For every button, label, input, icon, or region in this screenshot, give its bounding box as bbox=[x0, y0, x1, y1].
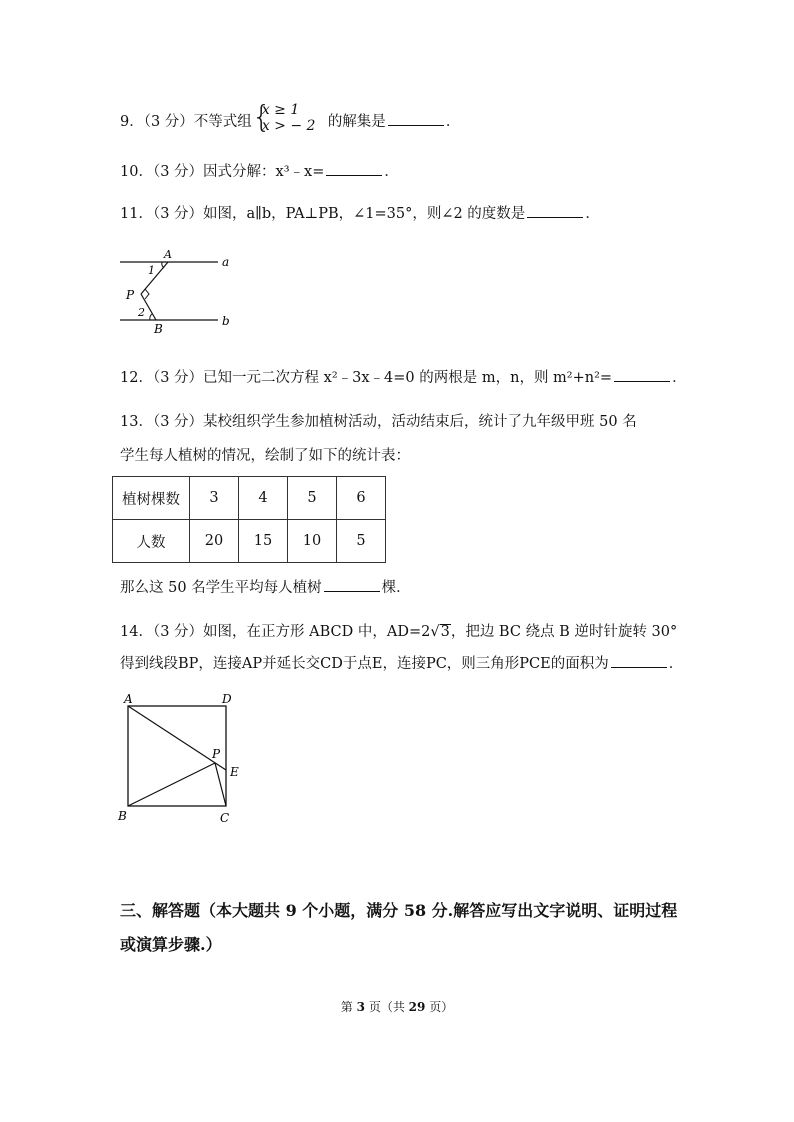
angle-2-arc bbox=[150, 314, 152, 320]
sqrt-value: 3 bbox=[440, 624, 450, 640]
inequality-system: { x ≥ 1 x > − 2 bbox=[251, 100, 316, 135]
q12-text: 12．（3 分）已知一元二次方程 x²﹣3x﹣4=0 的两根是 m，n，则 m²+n²= bbox=[120, 370, 613, 386]
q14-figure bbox=[112, 690, 272, 830]
q9-answer-blank[interactable] bbox=[388, 113, 444, 126]
inequality-row-2: x > − 2 bbox=[261, 118, 316, 134]
q11-answer-blank[interactable] bbox=[527, 205, 583, 218]
label-b: b bbox=[222, 314, 230, 328]
table-cell: 人数 bbox=[113, 520, 190, 563]
table-cell: 4 bbox=[239, 477, 288, 520]
segment-bp bbox=[128, 763, 215, 806]
total-pages: 29 bbox=[408, 1000, 426, 1014]
label-2: 2 bbox=[138, 306, 145, 319]
label-P: P bbox=[212, 747, 221, 761]
question-13-line-1: 13．（3 分）某校组织学生参加植树活动，活动结束后，统计了九年级甲班 50 名 bbox=[120, 414, 637, 430]
label-a: a bbox=[222, 255, 230, 269]
label-P: P bbox=[126, 288, 135, 302]
question-13-answer-line: 那么这 50 名学生平均每人植树 棵． bbox=[120, 580, 411, 596]
label-D: D bbox=[222, 692, 232, 706]
label-C: C bbox=[220, 811, 230, 825]
label-1: 1 bbox=[148, 264, 155, 277]
sqrt-symbol: √ bbox=[430, 624, 440, 640]
question-10: 10．（3 分）因式分解：x³﹣x= ． bbox=[120, 164, 399, 180]
q13-answer-blank[interactable] bbox=[324, 579, 380, 592]
table-row bbox=[113, 477, 386, 520]
section-3-heading-line-2: 或演算步骤.） bbox=[120, 935, 222, 954]
label-B: B bbox=[154, 322, 163, 336]
table-cell: 5 bbox=[337, 520, 386, 563]
inequality-row-1: x ≥ 1 bbox=[261, 102, 300, 118]
question-12: 12．（3 分）已知一元二次方程 x²﹣3x﹣4=0 的两根是 m，n，则 m²+n²= ． bbox=[120, 370, 687, 386]
table-cell: 20 bbox=[190, 520, 239, 563]
q10-text: 10．（3 分）因式分解：x³﹣x= bbox=[120, 164, 325, 180]
right-angle-mark bbox=[145, 289, 149, 299]
question-9: 9．（3 分）不等式组 { x ≥ 1 x > − 2 的解集是 ． bbox=[120, 100, 461, 135]
question-14-line-2: 得到线段BP，连接AP并延长交CD于点E，连接PC，则三角形PCE的面积为 ． bbox=[120, 656, 684, 672]
label-E: E bbox=[230, 765, 239, 779]
question-14-line-1: 14．（3 分）如图，在正方形 ABCD 中，AD=2√3，把边 BC 绕点 B 逆时针旋转 30° bbox=[120, 624, 678, 640]
q10-answer-blank[interactable] bbox=[326, 163, 382, 176]
q11-figure bbox=[110, 244, 260, 339]
table-cell: 5 bbox=[288, 477, 337, 520]
angle-1-arc bbox=[162, 262, 164, 268]
page-footer: 第 3 页（共 29 页） bbox=[340, 1000, 454, 1014]
q9-suffix: 的解集是 bbox=[327, 114, 386, 130]
table-cell: 3 bbox=[190, 477, 239, 520]
label-A: A bbox=[164, 248, 172, 261]
tree-planting-table bbox=[112, 476, 386, 563]
table-row bbox=[113, 520, 386, 563]
label-B: B bbox=[118, 809, 127, 823]
table-cell: 10 bbox=[288, 520, 337, 563]
current-page: 3 bbox=[356, 1000, 365, 1014]
q12-answer-blank[interactable] bbox=[614, 369, 670, 382]
question-13-line-2: 学生每人植树的情况，绘制了如下的统计表： bbox=[120, 448, 410, 464]
section-3-heading-line-1: 三、解答题（本大题共 9 个小题，满分 58 分.解答应写出文字说明、证明过程 bbox=[120, 901, 678, 920]
q11-text: 11．（3 分）如图，a∥b，PA⊥PB，∠1=35°，则∠2 的度数是 bbox=[120, 206, 526, 222]
table-cell: 6 bbox=[337, 477, 386, 520]
question-11: 11．（3 分）如图，a∥b，PA⊥PB，∠1=35°，则∠2 的度数是 ． bbox=[120, 206, 600, 222]
q14-answer-blank[interactable] bbox=[611, 655, 667, 668]
q9-prefix: 9．（3 分）不等式组 bbox=[120, 114, 252, 130]
table-cell: 15 bbox=[239, 520, 288, 563]
label-A: A bbox=[124, 692, 133, 706]
table-cell: 植树棵数 bbox=[113, 477, 190, 520]
